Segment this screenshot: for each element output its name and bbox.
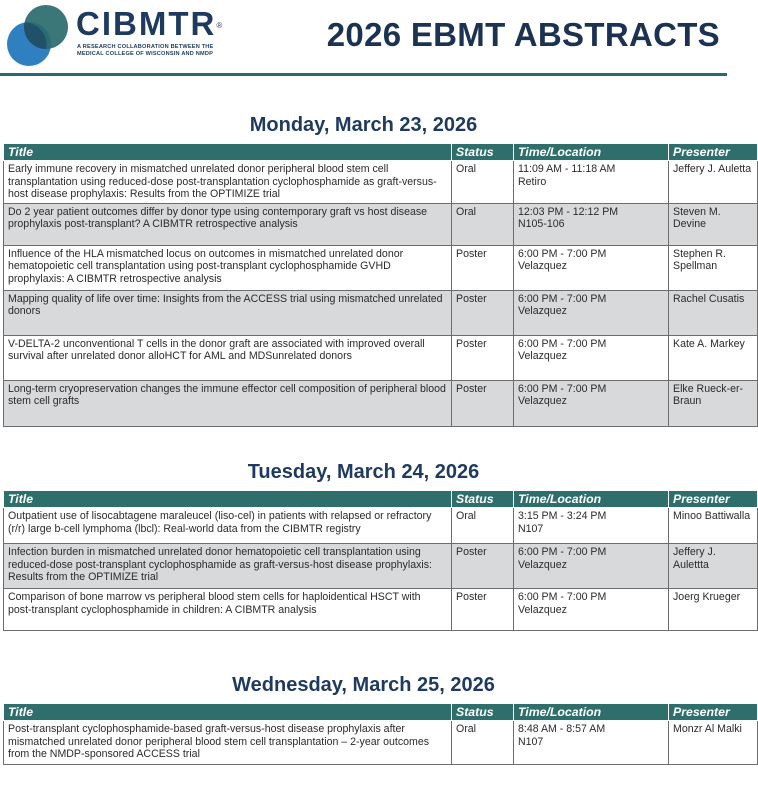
cell-location: Retiro — [518, 175, 547, 188]
cell-location: Velazquez — [518, 603, 567, 616]
cell-time: 6:00 PM - 7:00 PM — [518, 382, 607, 395]
cell-status: Oral — [452, 203, 514, 245]
cell-time-location — [514, 335, 669, 380]
cell-time: 6:00 PM - 7:00 PM — [518, 546, 607, 558]
cell-location: Velazquez — [518, 305, 567, 318]
page-header — [0, 0, 727, 78]
cell-location: N107 — [518, 522, 544, 535]
column-header-presenter: Presenter — [669, 491, 758, 508]
table-header-row — [4, 491, 758, 508]
cell-time-location — [514, 203, 669, 245]
cell-time-location — [514, 380, 669, 426]
cell-status: Poster — [452, 589, 514, 631]
table-row — [4, 508, 758, 544]
cell-location: Velazquez — [518, 350, 567, 363]
table-row — [4, 380, 758, 426]
column-header-time-location: Time/Location — [514, 491, 669, 508]
cell-location: Velazquez — [518, 558, 567, 571]
table-row — [4, 245, 758, 290]
cell-time-location — [514, 721, 669, 765]
cell-time: 3:15 PM - 3:24 PM — [518, 510, 607, 522]
cell-time: 8:48 AM - 8:57 AM — [518, 723, 606, 735]
cell-time-location — [514, 544, 669, 589]
schedule-table-wednesday — [3, 703, 758, 765]
cell-title: Mapping quality of life over time: Insights from the ACCESS trial using mismatched unrelated donors — [4, 290, 452, 335]
cell-status: Poster — [452, 245, 514, 290]
cell-presenter: Joerg Krueger — [669, 589, 758, 631]
registered-mark: ® — [216, 21, 223, 30]
table-row — [4, 290, 758, 335]
cell-status: Poster — [452, 290, 514, 335]
column-header-status: Status — [452, 144, 514, 161]
column-header-title: Title — [4, 144, 452, 161]
cell-title: Influence of the HLA mismatched locus on outcomes in mismatched unrelated donor hematopoietic cell transplantation using post-transplant cyclophosphamide GVHD prophylaxis: A CIBMTR retrospective analysis — [4, 245, 452, 290]
tagline-line-2: MEDICAL COLLEGE OF WISCONSIN AND NMDP — [77, 51, 214, 57]
cell-time-location — [514, 290, 669, 335]
cell-status: Oral — [452, 508, 514, 544]
cell-title: V-DELTA-2 unconventional T cells in the donor graft are associated with improved overall survival after unrelated donor alloHCT for AML and MDSunrelated donors — [4, 335, 452, 380]
table-row — [4, 335, 758, 380]
column-header-title: Title — [4, 704, 452, 721]
cell-time: 6:00 PM - 7:00 PM — [518, 247, 607, 260]
column-header-presenter: Presenter — [669, 704, 758, 721]
table-row — [4, 203, 758, 245]
cell-title: Infection burden in mismatched unrelated donor hematopoietic cell transplantation using reduced-dose post-transplant cyclophosphamide as graft-versus-host disease prophylaxis: Results from the OPTIMIZE trial — [4, 544, 452, 589]
cell-status: Oral — [452, 721, 514, 765]
cell-title: Outpatient use of lisocabtagene maraleucel (liso-cel) in patients with relapsed or refractory (r/r) large b-cell lymphoma (lbcl): Real-world data from the CIBMTR registry — [4, 508, 452, 544]
cell-time: 6:00 PM - 7:00 PM — [518, 292, 607, 305]
day-heading-monday: Monday, March 23, 2026 — [249, 114, 478, 136]
cell-status: Poster — [452, 380, 514, 426]
cibmtr-logo-icon — [4, 3, 70, 69]
column-header-status: Status — [452, 491, 514, 508]
cell-presenter: Rachel Cusatis — [669, 290, 758, 335]
cell-presenter: Elke Rueck-er-Braun — [669, 380, 758, 426]
cell-status: Oral — [452, 161, 514, 204]
brand-tagline — [77, 44, 213, 58]
cell-presenter: Kate A. Markey — [669, 335, 758, 380]
cell-title: Comparison of bone marrow vs peripheral blood stem cells for haploidentical HSCT with post-transplant cyclophosphamide in children: A CIBMTR analysis — [4, 589, 452, 631]
cell-location: N107 — [518, 735, 544, 748]
cell-title: Early immune recovery in mismatched unrelated donor peripheral blood stem cell transplantation using reduced-dose post-transplantation cyclophosphamide as graft-versus-host disease prophylaxis: Results from the OPTIMIZE trial — [4, 161, 452, 204]
column-header-time-location: Time/Location — [514, 144, 669, 161]
tagline-line-1: A RESEARCH COLLABORATION BETWEEN THE — [77, 44, 214, 50]
header-divider — [0, 73, 727, 76]
document-title: 2026 EBMT ABSTRACTS — [326, 16, 720, 53]
cell-title: Post-transplant cyclophosphamide-based graft-versus-host disease prophylaxis after mismatched unrelated donor peripheral blood stem cell transplantation – 2-year outcomes from the NMDP-sponsored ACCESS trial — [4, 721, 452, 765]
day-heading-wednesday: Wednesday, March 25, 2026 — [232, 674, 495, 696]
cell-presenter: Stephen R. Spellman — [669, 245, 758, 290]
cell-time: 11:09 AM - 11:18 AM — [518, 163, 616, 175]
cell-presenter: Jeffery J. Auletta — [669, 161, 758, 204]
cell-time: 12:03 PM - 12:12 PM — [518, 205, 619, 218]
cell-location: N105-106 — [518, 218, 565, 231]
cell-title: Long-term cryopreservation changes the immune effector cell composition of peripheral blood stem cell grafts — [4, 380, 452, 426]
cell-time: 6:00 PM - 7:00 PM — [518, 591, 607, 603]
cell-time-location — [514, 508, 669, 544]
cell-status: Poster — [452, 335, 514, 380]
table-row — [4, 589, 758, 631]
schedule-table-monday — [3, 143, 758, 427]
table-row — [4, 544, 758, 589]
column-header-title: Title — [4, 491, 452, 508]
cell-presenter: Jeffery J. Aulettta — [669, 544, 758, 589]
day-heading-tuesday: Tuesday, March 24, 2026 — [247, 461, 480, 483]
cell-time: 6:00 PM - 7:00 PM — [518, 337, 607, 350]
cell-presenter: Minoo Battiwalla — [669, 508, 758, 544]
column-header-status: Status — [452, 704, 514, 721]
column-header-presenter: Presenter — [669, 144, 758, 161]
brand-name: CIBMTR® — [76, 5, 223, 42]
table-header-row — [4, 144, 758, 161]
cell-location: Velazquez — [518, 395, 567, 408]
cell-presenter: Steven M. Devine — [669, 203, 758, 245]
table-header-row — [4, 704, 758, 721]
cell-title: Do 2 year patient outcomes differ by donor type using contemporary graft vs host disease prophylaxis post-transplant? A CIBMTR retrospective analysis — [4, 203, 452, 245]
cell-time-location — [514, 589, 669, 631]
cell-location: Velazquez — [518, 260, 567, 273]
cell-time-location — [514, 161, 669, 204]
table-row — [4, 721, 758, 765]
table-row — [4, 161, 758, 204]
cell-presenter: Monzr Al Malki — [669, 721, 758, 765]
cell-time-location — [514, 245, 669, 290]
schedule-table-tuesday — [3, 490, 758, 631]
cell-status: Poster — [452, 544, 514, 589]
column-header-time-location: Time/Location — [514, 704, 669, 721]
